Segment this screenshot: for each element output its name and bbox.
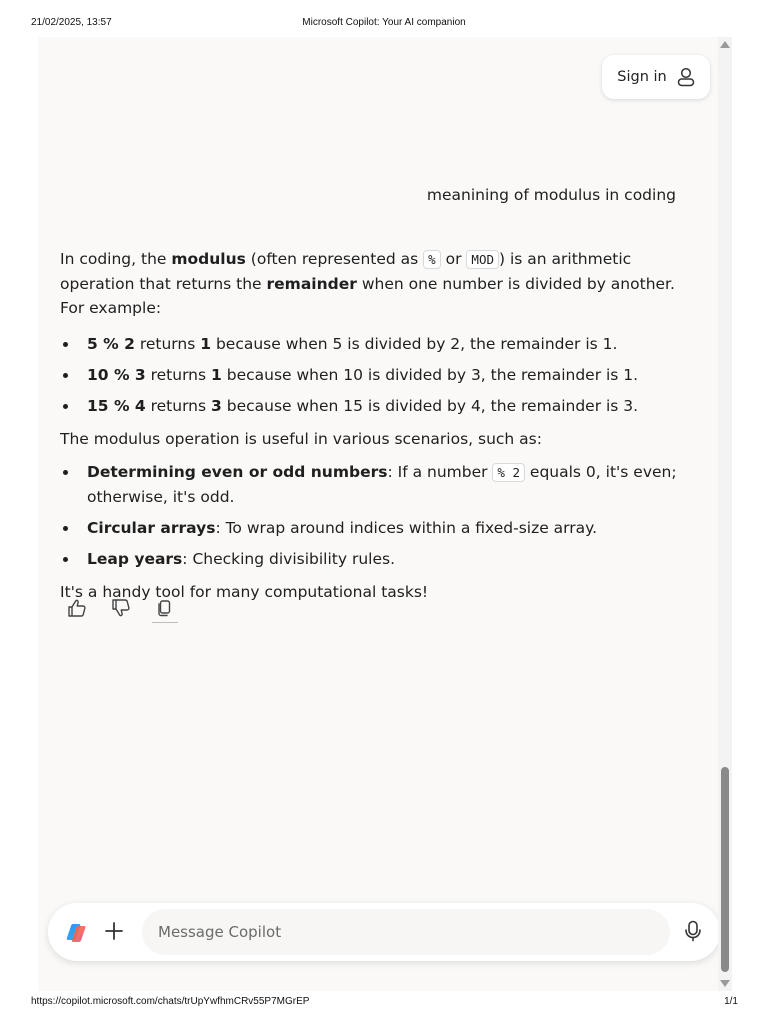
intro-bold-remainder: remainder: [266, 275, 357, 293]
copy-button[interactable]: [154, 597, 176, 619]
thumbs-up-icon[interactable]: [66, 597, 88, 619]
scroll-down-arrow-icon[interactable]: [720, 980, 730, 987]
copilot-logo-icon: [65, 922, 87, 944]
scenarios-intro: The modulus operation is useful in various scenarios, such as:: [60, 430, 542, 448]
print-page-title: Microsoft Copilot: Your AI companion: [302, 17, 466, 28]
example-text: because when 10 is divided by 3, the remainder is 1.: [221, 366, 639, 384]
intro-text: when one number is divided by another. For example:: [60, 275, 675, 317]
list-item: [60, 363, 700, 387]
scenario-text: : To wrap around indices within a fixed-size array.: [215, 519, 598, 537]
example-expression: 5 % 2: [87, 335, 135, 353]
example-text: because when 15 is divided by 4, the remainder is 3.: [221, 397, 639, 415]
example-text: returns: [145, 397, 212, 415]
example-text: returns: [145, 366, 212, 384]
example-expression: 15 % 4: [87, 397, 146, 415]
list-item: [60, 516, 700, 540]
copy-icon: [154, 597, 176, 619]
intro-text: ) is an arithmetic operation that returns the: [60, 250, 632, 293]
print-page-number: 1/1: [724, 996, 738, 1007]
message-actions: [66, 597, 176, 619]
sign-in-label: Sign in: [617, 69, 667, 85]
answer-intro: [60, 247, 700, 320]
user-icon: [677, 67, 695, 87]
list-item: [60, 332, 700, 356]
example-result: 3: [211, 397, 222, 415]
intro-text: (often represented as: [245, 250, 424, 268]
assistant-answer: [60, 247, 700, 604]
answer-closing: It's a handy tool for many computational tasks!: [60, 583, 429, 601]
example-result: 1: [200, 335, 212, 353]
scenario-title: Circular arrays: [87, 519, 216, 537]
print-footer: [0, 996, 768, 1010]
scenario-text: equals 0, it's even; otherwise, it's odd.: [87, 463, 677, 506]
scenario-title: Determining even or odd numbers: [87, 463, 388, 481]
examples-list: [60, 332, 700, 418]
inline-code-percent: %: [423, 250, 441, 269]
list-item: [60, 460, 700, 509]
list-item: [60, 394, 700, 418]
scrollbar[interactable]: [718, 37, 732, 991]
scenarios-list: [60, 460, 700, 571]
example-text: returns: [134, 335, 201, 353]
scenario-text: : If a number: [387, 463, 493, 481]
scrollbar-thumb[interactable]: [721, 767, 729, 972]
copilot-chat-window: [38, 37, 718, 991]
user-message: meanining of modulus in coding: [426, 186, 676, 204]
thumbs-down-icon[interactable]: [110, 597, 132, 619]
list-item: [60, 547, 700, 571]
plus-icon[interactable]: [104, 921, 124, 941]
example-expression: 10 % 3: [87, 366, 146, 384]
scroll-up-arrow-icon[interactable]: [720, 41, 730, 48]
example-result: 1: [211, 366, 222, 384]
print-header: [0, 17, 768, 31]
intro-bold-modulus: modulus: [171, 250, 246, 268]
intro-text: or: [440, 250, 467, 268]
message-input[interactable]: [142, 909, 670, 955]
inline-code-mod: MOD: [466, 250, 499, 269]
example-text: because when 5 is divided by 2, the remainder is 1.: [211, 335, 618, 353]
scenario-text: : Checking divisibility rules.: [182, 550, 396, 568]
intro-text: In coding, the: [60, 250, 172, 268]
scenario-title: Leap years: [87, 550, 183, 568]
print-url: https://copilot.microsoft.com/chats/trUpYwfhmCRv55P7MGrEP: [31, 996, 310, 1007]
print-datetime: 21/02/2025, 13:57: [31, 17, 112, 28]
sign-in-button[interactable]: [602, 55, 710, 99]
microphone-icon[interactable]: [684, 920, 702, 942]
inline-code-mod2: % 2: [492, 463, 525, 482]
message-composer: [48, 903, 718, 961]
